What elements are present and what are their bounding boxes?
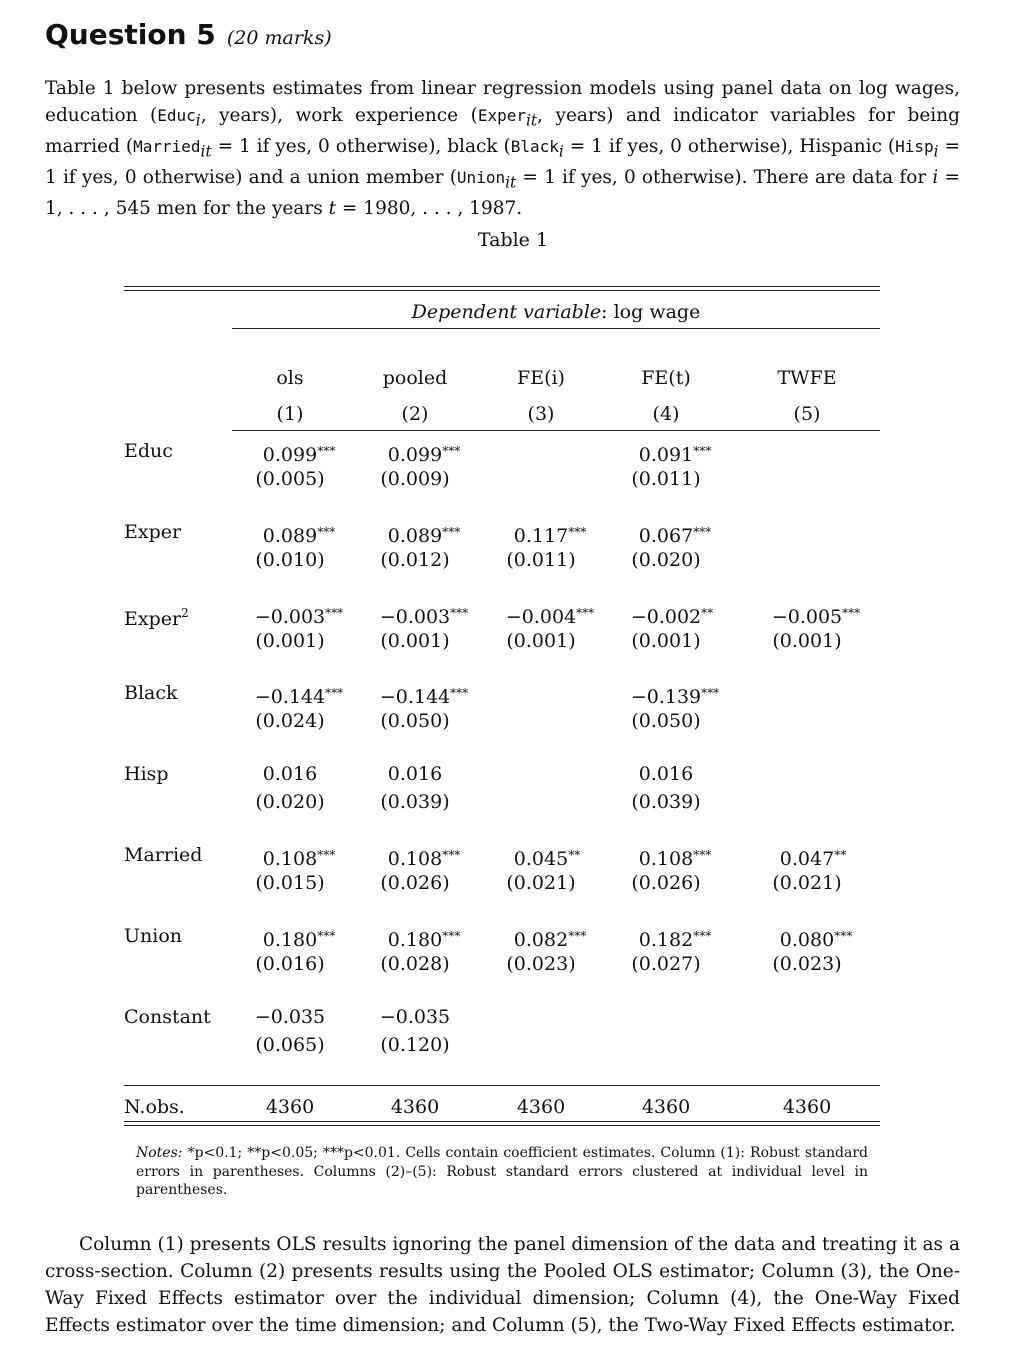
row-label-text: Black [124,682,178,705]
standard-error-cell: (0.001) [506,629,576,652]
row-label [124,923,182,950]
standard-error-cell: (0.023) [506,952,576,975]
header-rule [232,430,880,431]
table-top-rule [124,290,880,291]
significance-stars: *** [317,928,336,943]
intro-text: Table 1 below presents estimates from linear regression models using panel data on log wages, education ( [45,78,960,126]
coefficient-value: −0.035 [254,1005,326,1028]
coefficient-cell [380,600,468,631]
table-bottom-rule [124,1121,880,1122]
depvar-rest: : log wage [601,301,701,323]
var-married: Married [133,136,201,156]
coefficient-cell [631,600,713,631]
significance-stars: ** [701,605,714,620]
standard-error-cell: (0.016) [255,952,325,975]
coefficient-value: −0.035 [379,1005,451,1028]
standard-error-cell: (0.001) [255,629,325,652]
coefficient-value: 0.080 [779,928,835,951]
sub-exper: it [526,111,538,130]
column-number: (3) [527,403,555,425]
intro-text: = 1 if yes, 0 otherwise) and a union member ( [45,135,960,188]
row-label-text: Educ [124,440,173,462]
standard-error-cell: (0.026) [380,872,450,894]
coefficient-cell [263,842,335,873]
column-name: ols [276,367,304,389]
intro-text: = 1980, . . . , 1987. [336,198,523,220]
significance-stars: *** [842,605,861,620]
standard-error-cell: (0.020) [255,791,325,814]
column-number: (5) [793,403,821,425]
coefficient-value: 0.108 [262,848,318,870]
coefficient-cell [263,923,335,954]
closing-paragraph: Column (1) presents OLS results ignoring the panel dimension of the data and treating it as a cross-section. Column (2) presents results using the Pooled OLS estimator; Column (3), the One-Way Fixed Effects estimator over the individual dimension; Column (4), the One-Way Fixed Effects estimator over the time dimension; and Column (5), the Two-Way Fixed Effects estimator. [45,1234,960,1336]
intro-text: , years), work experience ( [200,104,478,126]
row-label-text: Exper [124,520,182,543]
standard-error-cell: (0.011) [631,468,701,490]
standard-error-cell: (0.020) [631,548,701,571]
coefficient-value: 0.045 [513,848,569,870]
significance-stars: *** [701,686,720,701]
coefficient-cell [631,680,719,711]
coefficient-value: 0.089 [262,524,318,547]
standard-error-cell: (0.026) [631,872,701,894]
question-marks: (20 marks) [226,27,332,49]
sub-hisp: i [933,142,939,161]
var-i: i [932,166,939,188]
coefficient-value: −0.003 [379,605,451,628]
notes-label: Notes: [136,1145,183,1161]
coefficient-value: 0.016 [262,763,318,786]
row-label-text: Hisp [124,763,169,786]
coefficient-value: 0.016 [638,763,694,786]
coefficient-value: 0.117 [513,524,569,547]
significance-stars: *** [442,524,461,539]
row-label-text: Married [124,844,203,866]
significance-stars: ** [568,848,581,862]
standard-error-cell: (0.039) [631,791,701,814]
row-label-text: Constant [124,1005,211,1028]
standard-error-cell: (0.024) [255,710,325,733]
standard-error-cell: (0.050) [380,710,450,733]
column-name: TWFE [777,367,837,389]
depvar-italic: Dependent variable [411,301,602,323]
row-label [124,1004,211,1031]
nobs-cell: 4360 [265,1096,315,1118]
coefficient-cell [514,519,586,550]
column-name: pooled [382,367,448,389]
coefficient-cell [639,842,711,873]
column-number: (4) [652,403,680,425]
coefficient-value: −0.144 [379,686,451,709]
coefficient-value: 0.108 [387,848,443,870]
depvar-underline [232,328,880,329]
significance-stars: *** [568,524,587,539]
sub-educ: i [195,111,201,130]
nobs-top-rule [124,1085,880,1086]
standard-error-cell: (0.065) [255,1033,325,1056]
coefficient-value: −0.004 [505,605,577,628]
significance-stars: *** [693,444,712,458]
coefficient-value: 0.067 [638,524,694,547]
row-label [124,761,169,788]
coefficient-cell [639,923,711,954]
coefficient-cell [263,761,317,788]
sub-union: it [505,173,517,192]
coefficient-cell [263,438,335,469]
significance-stars: *** [317,444,336,458]
var-educ: Educ [157,105,196,125]
intro-text: = 1 if yes, 0 otherwise), black ( [211,135,511,157]
significance-stars: *** [442,848,461,862]
coefficient-cell [388,519,460,550]
table-bottom-rule [124,1125,880,1126]
coefficient-value: −0.002 [630,605,702,628]
significance-stars: *** [576,605,595,620]
var-t: t [328,198,337,220]
coefficient-value: 0.016 [387,763,443,786]
standard-error-cell: (0.005) [255,468,325,490]
intro-text: , years) and indicator variables for being married ( [45,104,960,157]
coefficient-value: 0.082 [513,928,569,951]
coefficient-value: −0.003 [254,605,326,628]
intro-text: = 1 if yes, 0 otherwise), Hispanic ( [563,135,896,157]
question-title: Question 5 [45,18,216,51]
table-notes [136,1144,868,1200]
significance-stars: *** [325,605,344,620]
table-caption: Table 1 [477,229,549,251]
significance-stars: ** [834,848,847,862]
row-label [124,438,173,465]
column-number: (1) [276,403,304,425]
table-top-rule [124,286,880,287]
coefficient-value: 0.089 [387,524,443,547]
coefficient-value: 0.180 [262,928,318,951]
var-exper: Exper [477,105,526,125]
significance-stars: *** [317,848,336,862]
coefficient-cell [639,438,711,469]
intro-text: = 1, . . . , 545 men for the years [45,166,960,220]
standard-error-cell: (0.001) [772,629,842,652]
standard-error-cell: (0.001) [631,629,701,652]
coefficient-cell [780,923,852,954]
row-label [124,842,202,869]
significance-stars: *** [442,444,461,458]
row-label [124,680,178,707]
coefficient-cell [780,842,846,873]
column-name: FE(t) [641,367,691,389]
coefficient-value: 0.047 [779,848,835,870]
coefficient-cell [388,438,460,469]
coefficient-cell [639,761,693,788]
coefficient-cell [639,519,711,550]
notes-text: *p<0.1; **p<0.05; ***p<0.01. Cells contain coefficient estimates. Column (1): Robust standard errors in parentheses. Columns (2)–(5): Robust standard errors clustered at individual level in parentheses. [136,1145,868,1198]
row-label-superscript: 2 [181,605,189,620]
coefficient-value: 0.108 [638,848,694,870]
significance-stars: *** [325,686,344,701]
standard-error-cell: (0.027) [631,952,701,975]
standard-error-cell: (0.120) [380,1033,450,1056]
intro-text: = 1 if yes, 0 otherwise). There are data for [516,166,933,188]
coefficient-cell [388,923,460,954]
coefficient-value: 0.091 [638,444,694,466]
question-heading [45,18,332,51]
standard-error-cell: (0.039) [380,791,450,814]
nobs-cell: 4360 [641,1096,691,1118]
significance-stars: *** [317,524,336,539]
sub-married: it [200,142,212,161]
sub-black: i [558,142,564,161]
significance-stars: *** [568,928,587,943]
standard-error-cell: (0.050) [631,710,701,733]
nobs-label: N.obs. [124,1096,185,1118]
row-label-text: Union [124,924,183,947]
coefficient-cell [255,600,343,631]
standard-error-cell: (0.010) [255,548,325,571]
coefficient-cell [772,600,860,631]
column-number: (2) [401,403,429,425]
standard-error-cell: (0.021) [772,872,842,894]
dependent-variable-label [232,301,880,323]
coefficient-cell [514,842,580,873]
coefficient-cell [514,923,586,954]
significance-stars: *** [450,686,469,701]
var-hisp: Hisp [895,136,934,156]
significance-stars: *** [442,928,461,943]
coefficient-cell [255,1004,325,1031]
coefficient-value: −0.144 [254,686,326,709]
coefficient-value: −0.005 [771,605,843,628]
significance-stars: *** [450,605,469,620]
significance-stars: *** [693,848,712,862]
standard-error-cell: (0.028) [380,952,450,975]
coefficient-value: 0.099 [262,444,318,466]
significance-stars: *** [693,928,712,943]
standard-error-cell: (0.023) [772,952,842,975]
nobs-cell: 4360 [516,1096,566,1118]
coefficient-value: 0.180 [387,928,443,951]
column-name: FE(i) [517,367,565,389]
coefficient-cell [388,842,460,873]
row-label-text: Exper [124,607,182,630]
var-union: Union [456,167,506,187]
coefficient-cell [388,761,442,788]
coefficient-value: 0.099 [387,444,443,466]
coefficient-cell [255,680,343,711]
intro-paragraph [45,76,960,223]
standard-error-cell: (0.021) [506,872,576,894]
standard-error-cell: (0.011) [506,548,576,571]
row-label [124,600,189,633]
standard-error-cell: (0.009) [380,468,450,490]
coefficient-value: 0.182 [638,928,694,951]
standard-error-cell: (0.012) [380,548,450,571]
significance-stars: *** [834,928,853,943]
coefficient-cell [263,519,335,550]
nobs-cell: 4360 [390,1096,440,1118]
nobs-cell: 4360 [782,1096,832,1118]
coefficient-cell [506,600,594,631]
standard-error-cell: (0.015) [255,872,325,894]
standard-error-cell: (0.001) [380,629,450,652]
coefficient-value: −0.139 [630,686,702,709]
coefficient-cell [380,680,468,711]
coefficient-cell [380,1004,450,1031]
var-black: Black [510,136,559,156]
significance-stars: *** [693,524,712,539]
row-label [124,519,181,546]
